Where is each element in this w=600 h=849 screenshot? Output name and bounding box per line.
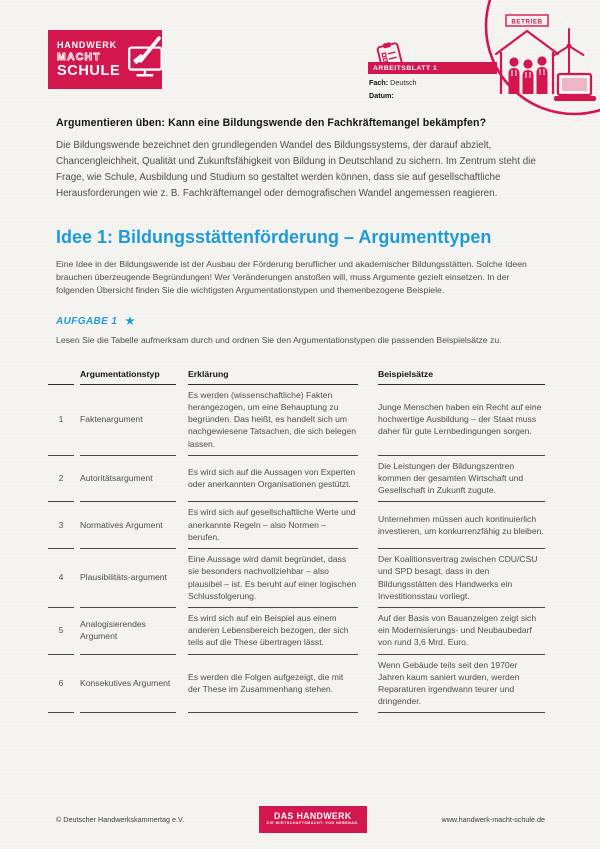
subject-label: Fach: <box>369 78 389 87</box>
header-example: Beispielsätze <box>378 366 545 385</box>
task-header <box>56 315 545 328</box>
row-explanation: Eine Aussage wird damit begründet, dass sie besonders nachvollziehbar – also plausibel – ist. Es beruht auf einer logischen Schlussfolgerung. <box>188 549 358 608</box>
table-row <box>48 456 545 503</box>
intro-paragraph: Die Bildungswende bezeichnet den grundlegenden Wandel des Bildungssystems, der darauf abzielt, Chancengleichheit, Qualität und Zukunftsfähigkeit von Bildung in Deutschland zu sichern. Im Zentrum steht die Frage, wie Schule, Ausbildung und Studium so gestaltet werden können, dass sie auf gesellschaftliche Herausforderungen wie z. B. Fachkräftemangel oder demografischen Wandel angemessen reagieren. <box>56 140 536 199</box>
table-row <box>48 385 545 456</box>
website-url: www.handwerk-macht-schule.de <box>441 814 545 824</box>
betrieb-sign-text: BETRIEB <box>511 18 543 26</box>
row-number: 2 <box>48 456 74 503</box>
star-icon: ★ <box>124 314 136 329</box>
logo-wordmark <box>48 41 120 78</box>
row-type: Analogisierendes Argument <box>80 608 176 655</box>
row-explanation: Es wird sich auf gesellschaftliche Werte und anerkannte Regeln – also Normen – berufen. <box>188 502 358 549</box>
header-explanation: Erklärung <box>188 366 358 385</box>
row-type: Konsekutives Argument <box>80 655 176 714</box>
intro-title: Argumentieren üben: Kann eine Bildungswende den Fachkräftemangel bekämpfen? <box>56 117 487 129</box>
task-instruction: Lesen Sie die Tabelle aufmerksam durch und ordnen Sie den Argumentationstypen die passenden Beispielsätze zu. <box>56 334 502 345</box>
row-example: Junge Menschen haben ein Recht auf eine hochwertige Ausbildung – der Staat muss daher für gute Lernbedingungen sorgen. <box>378 385 545 456</box>
argument-types-table <box>48 366 545 714</box>
copyright-text: © Deutscher Handwerkskammertag e.V. <box>56 814 185 824</box>
row-number: 4 <box>48 549 74 608</box>
table-row <box>48 655 545 714</box>
page-footer <box>56 802 545 836</box>
row-explanation: Es wird sich auf die Aussagen von Experten oder anerkannten Organisationen gestützt. <box>188 456 358 503</box>
task-label: AUFGABE 1 <box>56 315 118 327</box>
row-example: Wenn Gebäude teils seit den 1970er Jahren kaum saniert wurden, werden Reparaturen irgendwann teurer und dringender. <box>378 655 545 714</box>
logo-line-2: MACHT <box>57 50 101 63</box>
row-example: Unternehmen müssen auch kontinuierlich investieren, um konkurrenzfähig zu bleiben. <box>378 502 545 549</box>
row-explanation: Es werden (wissenschaftliche) Fakten herangezogen, um eine Behauptung zu begründen. Das heißt, es handelt sich um nachgewiesene Tatsachen, die sich belegen lassen. <box>188 385 358 456</box>
header-number <box>48 366 74 385</box>
table-header-row <box>48 366 545 385</box>
row-number: 1 <box>48 385 74 456</box>
row-number: 5 <box>48 608 74 655</box>
subject-value: Deutsch <box>390 78 417 87</box>
row-example: Die Leistungen der Bildungszentren kommen der gesamten Wirtschaft und Gesellschaft in Zukunft zugute. <box>378 456 545 503</box>
logo-line-1: HANDWERK <box>57 40 117 50</box>
row-example: Auf der Basis von Bauanzeigen zeigt sich ein Modernisierungs- und Neubaubedarf von rund 3,6 Mrd. Euro. <box>378 608 545 655</box>
das-handwerk-logo-tagline: DIE WIRTSCHAFTSMACHT. VON NEBENAN. <box>266 821 359 826</box>
idea-heading: Idee 1: Bildungsstättenförderung – Argumenttypen <box>56 226 492 247</box>
betrieb-illustration <box>470 0 600 121</box>
row-type: Faktenargument <box>80 385 176 456</box>
worksheet-content <box>56 117 545 713</box>
idea-paragraph: Eine Idee in der Bildungswende ist der Ausbau der Förderung beruflicher und akademischer Bildungsstätten. Solche Ideen brauchen überzeugende Begründungen! Wer Veränderungen anstoßen will, muss Argumente gezielt einsetzen. In der folgenden Übersicht finden Sie die wichtigsten Argumentationstypen und themenbezogene Beispiele. <box>56 258 527 295</box>
das-handwerk-logo-title: DAS HANDWERK <box>274 811 352 822</box>
monitor-pencil-icon <box>124 34 170 85</box>
row-explanation: Es werden die Folgen aufgezeigt, die mit der These im Zusammenhang stehen. <box>188 655 358 714</box>
row-number: 6 <box>48 655 74 714</box>
table-row <box>48 608 545 655</box>
header-type: Argumentationstyp <box>80 366 176 385</box>
row-example: Der Koalitionsvertrag zwischen CDU/CSU und SPD besagt, dass in den Bildungsstätten des Handwerks ein Investitionsstau vorliegt. <box>378 549 545 608</box>
logo-line-3: SCHULE <box>57 62 121 79</box>
table-row <box>48 549 545 608</box>
row-type: Autoritätsargument <box>80 456 176 503</box>
row-type: Normatives Argument <box>80 502 176 549</box>
table-row <box>48 502 545 549</box>
row-number: 3 <box>48 502 74 549</box>
date-label: Datum: <box>369 91 394 100</box>
row-explanation: Es wird sich auf ein Beispiel aus einem anderen Lebensbereich bezogen, der sich teils auf die These übertragen lässt. <box>188 608 358 655</box>
worksheet-label-bar: ARBEITSBLATT 1 <box>368 62 497 74</box>
das-handwerk-logo <box>259 806 367 833</box>
row-type: Plausibilitäts-argument <box>80 549 176 608</box>
handwerk-macht-schule-logo <box>48 30 162 89</box>
